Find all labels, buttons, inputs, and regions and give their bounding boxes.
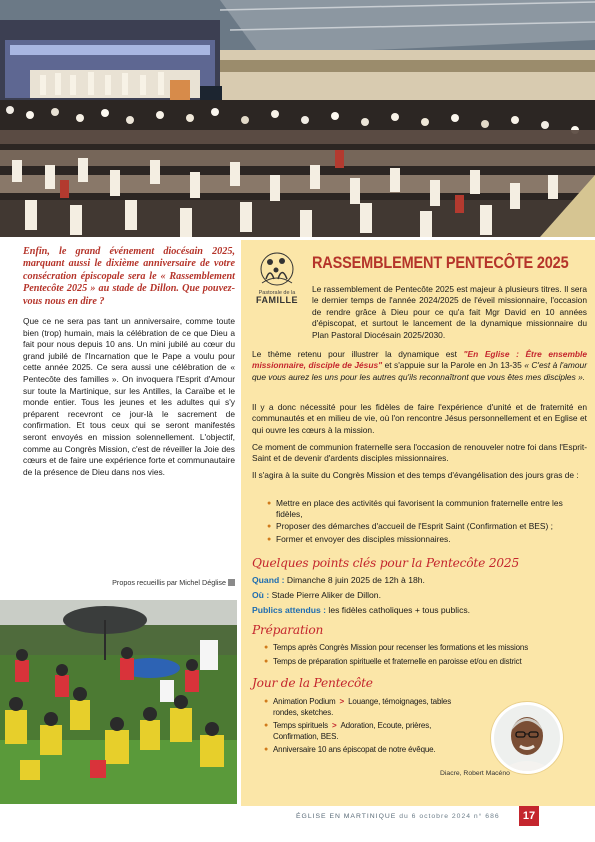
theme-quote: "En Eglise : Être ensemble missionnaire, disciple de Jésus": [252, 349, 587, 371]
page-number: 17: [519, 806, 539, 826]
arrow-icon: >: [331, 721, 337, 730]
credit-text: Propos recueillis par Michel Déglise: [112, 578, 226, 587]
preparation-item: ● Temps après Congrès Mission pour recenser les formations et les missions: [273, 642, 528, 653]
quand-line: [252, 575, 425, 585]
preparation-heading: Préparation: [252, 623, 324, 637]
box-paragraph-4: Ce moment de communion fraternelle sera l'occasion de renouveler notre foi dans l'Esprit-Saint et de devenir d'ardents disciples missionnaires.: [252, 442, 587, 464]
day-item-value: Louange, témoignages, tables: [348, 697, 452, 706]
day-item-continued: Confirmation, BES.: [273, 732, 339, 741]
deacon-portrait: [491, 702, 563, 774]
box-paragraph-3: Il y a donc nécessité pour les fidèles de faire l'expérience d'unité et de fraternité en communautés et en milieu de vie, où l'on rencontre Jésus personnellement et en Eglise et qui ouvre les cœurs à la mission.: [252, 402, 587, 435]
bullet-item: ● Proposer des démarches d'accueil de l'Esprit Saint (Confirmation et BES) ;: [276, 521, 587, 532]
portrait-illustration: [494, 705, 560, 771]
quand-value: Dimanche 8 juin 2025 de 12h à 18h.: [284, 575, 425, 585]
interview-question: Enfin, le grand événement diocésain 2025, marquant aussi le dixième anniversaire de votre consécration épiscopale sera le « Rassemblement Pentecôte 2025 » au stade de Dillon. Que pouvez-vous nous en dire ?: [23, 246, 235, 307]
public-label: Publics attendus :: [252, 605, 327, 615]
youth-photo-illustration: [0, 600, 237, 804]
page-footer: [296, 813, 500, 820]
ou-value: Stade Pierre Aliker de Dillon.: [269, 590, 381, 600]
box-paragraph-2: [252, 349, 587, 383]
interview-answer: Que ce ne sera pas tant un anniversaire, comme toute bien (trop) humain, mais la célébration de ce que Dieu a fait pour nous depuis 10 ans. Un mini jubilé au cœur du grand jubilé de l'Incarnation que le Pape a voulu pour cette année 2025. Ce sera aussi une célébration de « Pentecôte des familles ». On invoquera l'Esprit d'Amour sur toute la Martinique, sur les Antilles, la Caraïbe et le monde entier. Tous les jeunes et les adultes qui s'y préparent recevront ce jour-là le sacrement de confirmation. Et tous ceux qui se seront manifestés seront envoyés en mission solennellement. L'objectif, comme au Congrès Mission, c'est de réveiller la Joie des cœurs et de faire une expérience forte et communautaire de la présence de Dieu dans nos vies.: [23, 316, 235, 477]
ou-label: Où :: [252, 590, 270, 600]
ou-line: [252, 590, 381, 600]
box-title: RASSEMBLEMENT PENTECÔTE 2025: [312, 254, 569, 272]
public-line: [252, 605, 470, 615]
day-item: [273, 696, 451, 707]
interview-column: [23, 246, 235, 478]
family-logo-icon: [252, 251, 302, 291]
logo-caption-small: Pastorale de la: [258, 290, 296, 296]
public-value: les fidèles catholiques + tous publics.: [326, 605, 471, 615]
bullet-item: ● Mettre en place des activités qui favorisent la communion fraternelle entre les fidèles,: [276, 498, 587, 520]
issue-number: n° 686: [473, 813, 500, 820]
box-paragraph-1: Le rassemblement de Pentecôte 2025 est majeur à plusieurs titres. Il sera le dernier temps de l'année 2024/2025 de l'éveil missionnaire, l'occasion de rendre grâce à Dieu pour ce qu'a fait Mgr David en 10 années d'épiscopat, et surtout le lancement de la dynamique missionnaire du Plan Pastoral Diocésain 2025/2030.: [312, 284, 587, 340]
quand-label: Quand :: [252, 575, 285, 585]
day-item-continued: rondes, sketches.: [273, 708, 334, 717]
preparation-item: ● Temps de préparation spirituelle et fraternelle en paroisse et/ou en district: [273, 656, 522, 667]
day-item-value: Adoration, Ecoute, prières,: [340, 721, 432, 730]
arrow-icon: >: [339, 697, 345, 706]
issue-date: du 6 octobre 2024: [396, 813, 474, 820]
end-mark-icon: [228, 579, 235, 586]
day-item-label: Temps spirituels: [273, 721, 328, 730]
bullet-item: ● Former et envoyer des disciples missionnaires.: [276, 534, 587, 545]
bible-citation: « C'est à l'amour que vous aurez les uns pour les autres qu'ils reconnaîtront que vous êtes mes disciples ».: [252, 360, 587, 382]
portrait-caption: Diacre, Robert Macéno: [440, 770, 510, 777]
key-points-heading: Quelques points clés pour la Pentecôte 2025: [252, 556, 520, 570]
magazine-name: ÉGLISE EN MARTINIQUE: [296, 813, 397, 820]
p2-after: et s'appuie sur la Parole en Jn 13-35: [382, 360, 522, 371]
logo-caption-big: FAMILLE: [256, 294, 298, 305]
p2-before: Le thème retenu pour illustrer la dynamique est: [252, 349, 464, 359]
bottom-photo-youth: [0, 600, 237, 804]
crowd-photo-illustration: [0, 0, 595, 237]
interview-credit: [23, 578, 235, 587]
box-paragraph-5: Il s'agira à la suite du Congrès Mission et des temps d'évangélisation des jours gras de :: [252, 470, 579, 480]
logo-caption: [247, 290, 307, 303]
day-item: ● Anniversaire 10 ans épiscopat de notre évêque.: [273, 744, 436, 755]
day-item-label: Animation Podium: [273, 697, 336, 706]
pentecost-day-heading: Jour de la Pentecôte: [252, 676, 373, 690]
top-photo-crowd: [0, 0, 595, 237]
day-item: [273, 720, 431, 731]
